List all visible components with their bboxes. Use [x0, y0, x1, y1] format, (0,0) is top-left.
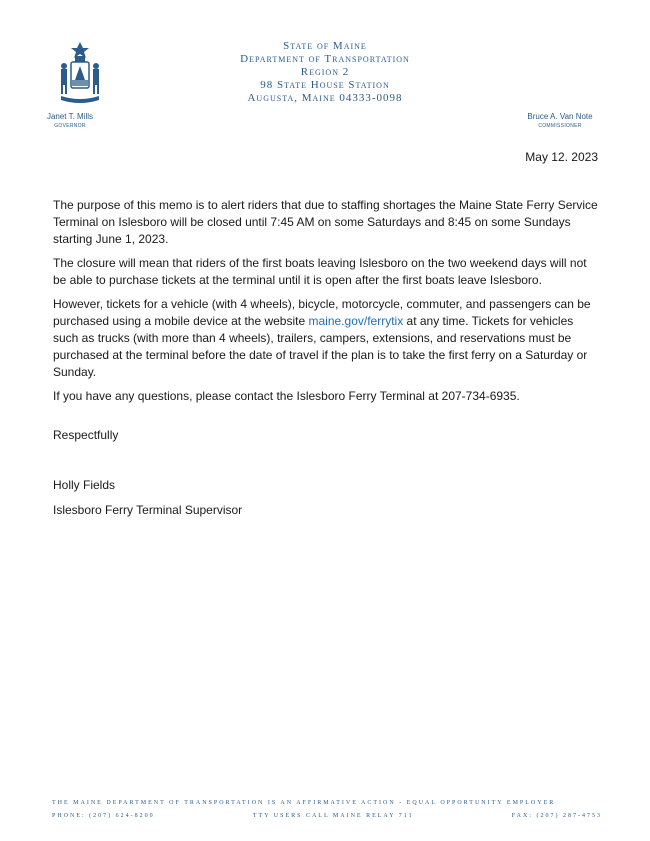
commissioner-block — [520, 112, 600, 129]
paragraph-tickets-end: at any time. Tickets for vehicles such as trucks (with more than 4 wheels), trailers, campers, extensions, and reservations must be purchased at the terminal before the date of travel if the plan is to take the first ferry on a Saturday or Sunday. — [53, 314, 588, 379]
paragraph-impact: The closure will mean that riders of the first boats leaving Islesboro on the two weekend days will not be able to purchase tickets at the terminal until it is open after the first boats leave Islesboro. — [53, 256, 587, 287]
footer-phone: PHONE: (207) 624-8200 — [52, 813, 155, 819]
commissioner-name: Bruce A. Van Note — [527, 112, 593, 121]
footer-contact — [52, 813, 602, 819]
governor-name: Janet T. Mills — [46, 112, 94, 121]
paragraph-tickets-start: However, tickets for a vehicle (with 4 wheels), bicycle, motorcycle, commuter, and passengers can be purchased using a mobile device at the website — [53, 297, 591, 328]
signer-title: Islesboro Ferry Terminal Supervisor — [53, 503, 243, 517]
letterhead-department: Department of Transportation — [240, 53, 410, 65]
letterhead-street: 98 State House Station — [260, 79, 390, 91]
footer-tty: TTY USERS CALL MAINE RELAY 711 — [252, 813, 414, 819]
governor-title: GOVERNOR — [54, 123, 86, 129]
paragraph-closure: The purpose of this memo is to alert riders that due to staffing shortages the Maine State Ferry Service Terminal on Islesboro will be closed until 7:45 AM on some Saturdays and 8:45 on some Sundays starting June 1, 2023. — [53, 198, 598, 246]
closing: Respectfully — [53, 428, 119, 442]
signer-name: Holly Fields — [53, 478, 116, 492]
paragraph-tickets — [53, 296, 600, 381]
letterhead-region: Region 2 — [300, 66, 350, 78]
letterhead-state: State of Maine — [283, 40, 367, 52]
ferrytix-link[interactable]: maine.gov/ferrytix — [308, 314, 404, 328]
commissioner-title: COMMISSIONER — [538, 123, 582, 129]
paragraph-contact: If you have any questions, please contact the Islesboro Ferry Terminal at 207-734-6935. — [53, 389, 520, 403]
letterhead — [0, 40, 650, 105]
memo-body — [53, 197, 600, 412]
footer-fax: FAX: (207) 287-4753 — [511, 813, 602, 819]
letterhead-city: Augusta, Maine 04333-0098 — [247, 92, 403, 104]
memo-date: May 12. 2023 — [525, 150, 598, 164]
governor-block — [40, 112, 100, 129]
footer-eoe: THE MAINE DEPARTMENT OF TRANSPORTATION IS AN AFFIRMATIVE ACTION - EQUAL OPPORTUNITY EMPLOYER — [52, 800, 556, 806]
